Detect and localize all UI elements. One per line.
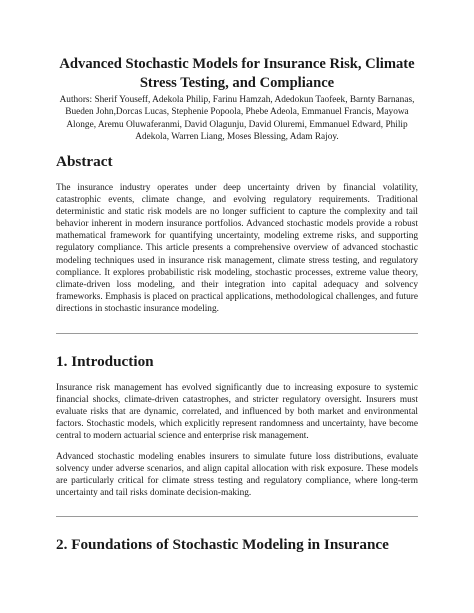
introduction-heading: 1. Introduction <box>56 353 154 370</box>
introduction-paragraph-2: Advanced stochastic modeling enables insurers to simulate future loss distributions, evaluate solvency under adverse scenarios, and align capital allocation with risk exposure. These models are particularly critical for climate stress testing and regulatory compliance, where long-term uncertainty and tail risks dominate decision-making. <box>56 452 418 499</box>
abstract-text: The insurance industry operates under deep uncertainty driven by financial volatility, catastrophic events, climate change, and evolving regulatory requirements. Traditional deterministic and static risk models are no longer sufficient to capture the complexity and tail behavior inherent in modern insurance portfolios. Advanced stochastic models provide a robust mathematical framework for quantifying uncertainty, modeling extreme risks, and supporting regulatory compliance. This article presents a comprehensive overview of advanced stochastic modeling techniques used in insurance risk management, climate stress testing, and regulatory compliance. It explores probabilistic risk modeling, stochastic processes, extreme value theory, climate-driven loss modeling, and their integration into capital adequacy and solvency frameworks. Emphasis is placed on practical applications, methodological challenges, and future directions in stochastic insurance modeling. <box>56 183 418 314</box>
section-divider <box>56 516 418 517</box>
introduction-paragraph-1: Insurance risk management has evolved significantly due to increasing exposure to systemic financial shocks, climate-driven catastrophes, and stricter regulatory oversight. Insurers must evaluate risks that are dynamic, correlated, and influenced by both market and environmental factors. Stochastic models, which explicitly represent randomness and uncertainty, have become central to modern actuarial science and enterprise risk management. <box>56 383 418 442</box>
section-2-heading: 2. Foundations of Stochastic Modeling in Insurance <box>56 536 389 553</box>
author-list: Authors: Sherif Youseff, Adekola Philip, Farinu Hamzah, Adedokun Taofeek, Barnty Barnanas, Bueden John,Dorcas Lucas, Stephenie Popoola, Phebe Adeola, Emmanuel Francis, Mayowa Alonge, Aremu Oluwaferanmi, David Olagunju, David Oluremi, Emmanuel Edward, Philip Adekola, Warren Liang, Moses Blessing, Adam Rajoy. <box>59 95 415 142</box>
abstract-heading: Abstract <box>56 153 113 170</box>
paper-title: Advanced Stochastic Models for Insurance Risk, Climate Stress Testing, and Compliance <box>59 56 415 91</box>
section-divider <box>56 333 418 334</box>
